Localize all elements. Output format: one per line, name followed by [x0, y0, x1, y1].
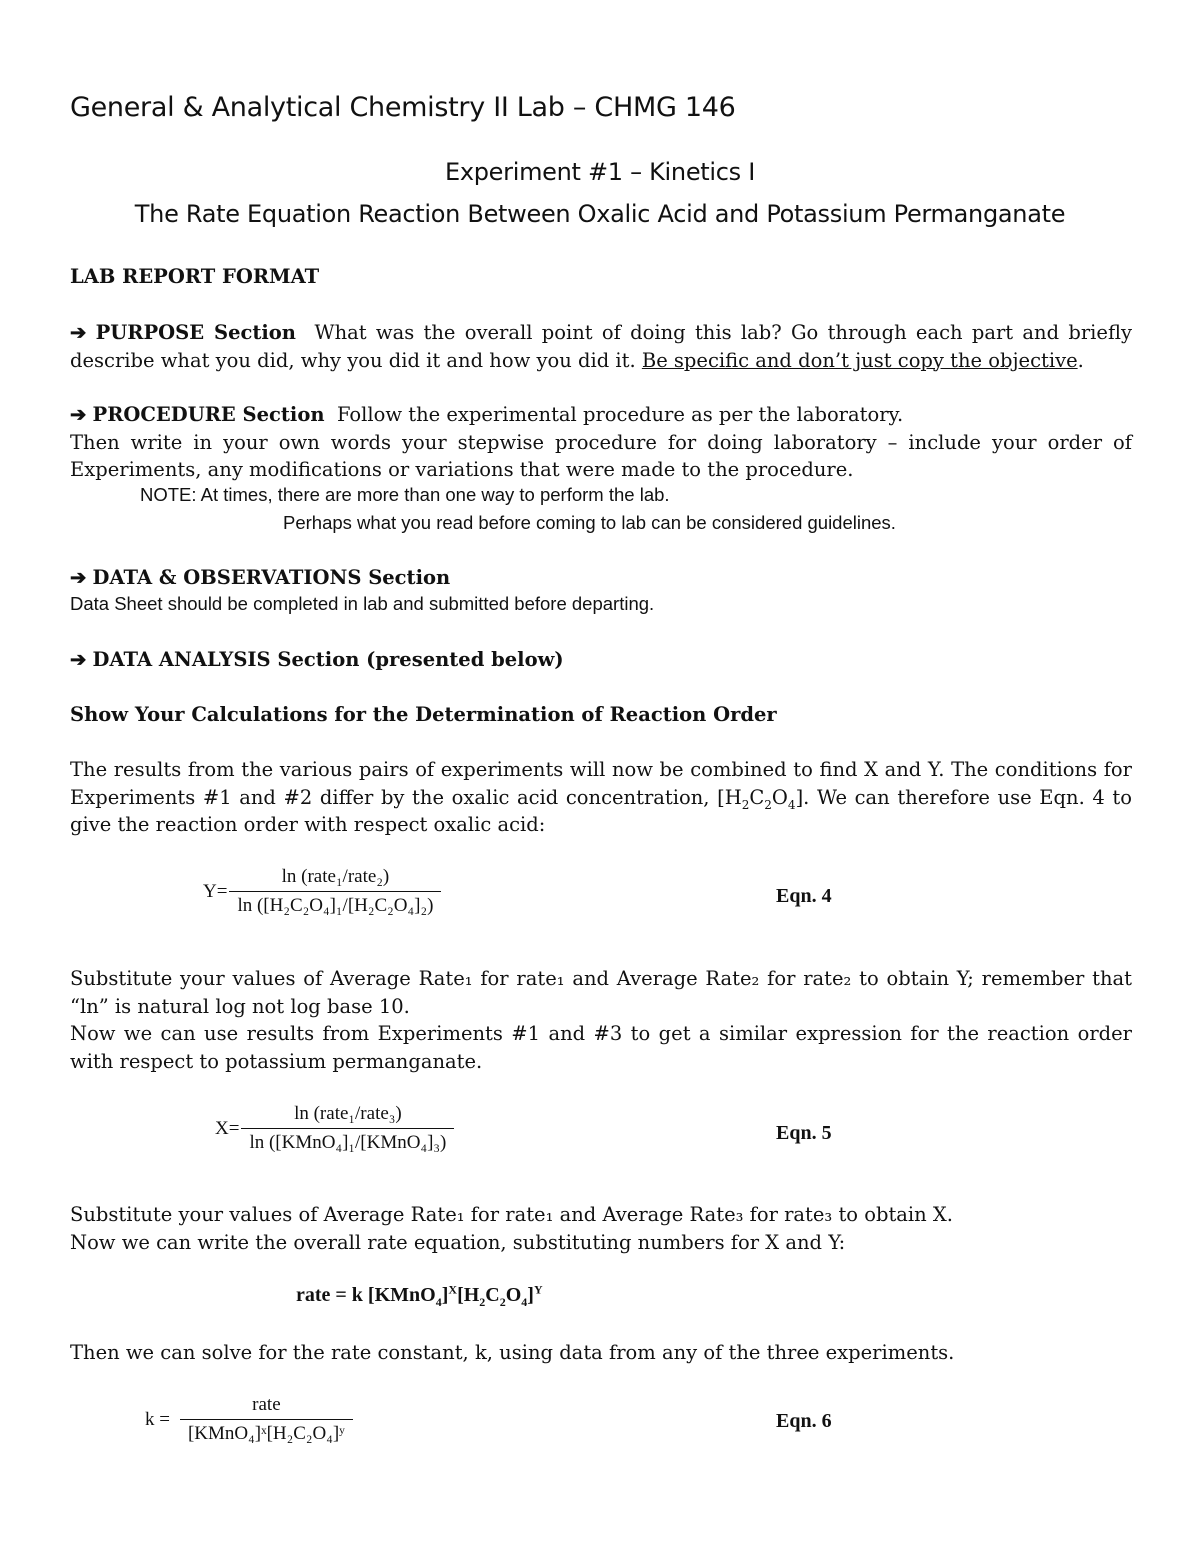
experiment-title: Experiment #1 – Kinetics I	[444, 158, 755, 186]
eq4-denominator: ln ([H₂C₂O₄]₁/[H₂C₂O₄]₂)	[229, 891, 441, 917]
procedure-note1: NOTE: At times, there are more than one way to perform the lab.	[140, 484, 670, 505]
eq6-label: Eqn. 6	[776, 1410, 832, 1432]
eq6-numerator: rate	[252, 1394, 281, 1415]
data-observations-section	[70, 564, 1132, 592]
equation-6	[145, 1394, 353, 1445]
data-observations-heading: DATA & OBSERVATIONS Section	[92, 566, 451, 589]
paragraph-substitute-x	[70, 1201, 1132, 1256]
data-analysis-section	[70, 646, 1132, 674]
purpose-heading: PURPOSE Section	[95, 321, 296, 344]
data-analysis-heading: DATA ANALYSIS Section (presented below)	[92, 648, 564, 671]
eq6-lhs: k =	[145, 1408, 170, 1430]
purpose-underline: Be specific and don’t just copy the objective	[641, 348, 1078, 372]
data-observations-text: Data Sheet should be completed in lab and submitted before departing.	[70, 593, 655, 614]
procedure-line2: Then write in your own words your stepwise procedure for doing laboratory – include your order of Experiments, any modifications or variations that were made to the procedure.	[70, 430, 1132, 481]
eq4-lhs: Y=	[203, 880, 228, 902]
paragraph-rate-constant: Then we can solve for the rate constant, k, using data from any of the three experiments.	[70, 1341, 955, 1364]
eq4-numerator: ln (rate₁/rate₂)	[281, 866, 390, 887]
equation-4	[203, 866, 441, 917]
procedure-heading: PROCEDURE Section	[92, 403, 325, 426]
arrow-icon: ➔	[70, 403, 87, 426]
experiment-subtitle: The Rate Equation Reaction Between Oxalic Acid and Potassium Permanganate	[134, 200, 1066, 228]
procedure-section	[70, 401, 1132, 484]
para2-line1: Substitute your values of Average Rate₁ for rate₁ and Average Rate₂ for rate₂ to obtain Y; remember that “ln” is natural log not log base 10.	[70, 967, 1132, 1018]
eq5-numerator: ln (rate₁/rate₃)	[294, 1103, 402, 1124]
purpose-text: What was the overall point of doing this lab? Go through each part and briefly describe what you did, why you did it and how you did it.	[70, 321, 1132, 372]
calculations-heading: Show Your Calculations for the Determination of Reaction Order	[70, 703, 777, 726]
purpose-end: .	[1077, 348, 1084, 372]
overall-rate-equation: rate = k $[KMnO_4]^X[H_2C_2O_4]^Y$	[296, 1282, 543, 1309]
eq6-denominator: [KMnO₄]ˣ[H₂C₂O₄]ʸ	[180, 1419, 353, 1445]
eq5-lhs: X=	[215, 1117, 240, 1139]
procedure-note2: Perhaps what you read before coming to lab can be considered guidelines.	[283, 512, 896, 533]
para2-line2: Now we can use results from Experiments #1 and #3 to get a similar expression for the reaction order with respect to potassium permanganate.	[70, 1022, 1132, 1073]
eq5-denominator: ln ([KMnO₄]₁/[KMnO₄]₃)	[241, 1128, 454, 1154]
arrow-icon: ➔	[70, 648, 87, 671]
format-title: LAB REPORT FORMAT	[70, 265, 320, 288]
course-title: General & Analytical Chemistry II Lab – CHMG 146	[70, 92, 736, 123]
para3-line1: Substitute your values of Average Rate₁ for rate₁ and Average Rate₃ for rate₃ to obtain X.	[70, 1203, 953, 1226]
eq4-label: Eqn. 4	[776, 885, 832, 907]
equation-5	[215, 1103, 454, 1154]
arrow-icon: ➔	[70, 566, 87, 589]
para3-line2: Now we can write the overall rate equation, substituting numbers for X and Y:	[70, 1230, 846, 1254]
eq5-label: Eqn. 5	[776, 1122, 832, 1144]
paragraph-intro: The results from the various pairs of experiments will now be combined to find X and Y. The conditions for Experiments #1 and #2 differ by the oxalic acid concentration, $[H_2C_2O_4]$. We can therefore use Eqn. 4 to give the reaction order with respect oxalic acid:	[70, 758, 1132, 836]
paragraph-substitute-y	[70, 965, 1132, 1075]
procedure-line1: Follow the experimental procedure as per the laboratory.	[336, 403, 904, 426]
purpose-section	[70, 319, 1132, 374]
arrow-icon: ➔	[70, 321, 87, 344]
